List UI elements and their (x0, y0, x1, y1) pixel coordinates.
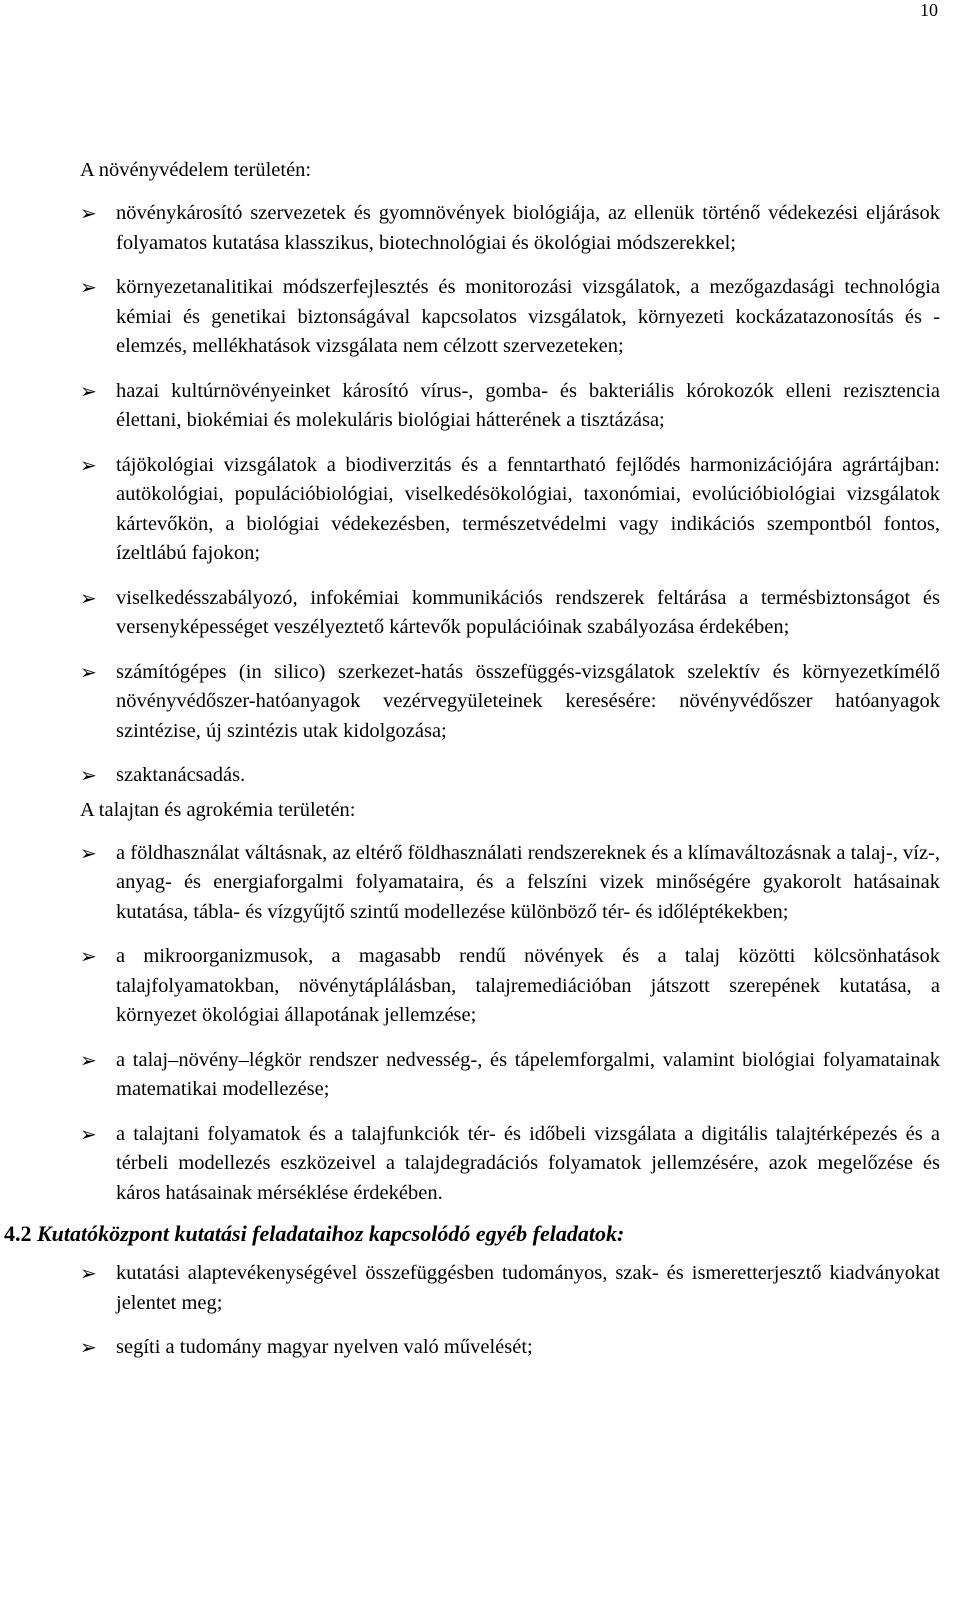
list-item (80, 761, 940, 791)
list-item (80, 1259, 940, 1318)
list-item (80, 1333, 940, 1363)
plant-protection-list (80, 199, 940, 791)
arrow-bullet-icon: ➢ (80, 763, 97, 787)
list-item (80, 377, 940, 436)
section-title-plant-protection: A növényvédelem területén: (80, 159, 312, 181)
list-item-text: kutatási alaptevékenységével összefüggésben tudományos, szak- és ismeretterjesztő kiadványokat jelentet meg; (116, 1262, 940, 1314)
arrow-bullet-icon: ➢ (80, 1335, 97, 1359)
other-tasks-list (80, 1259, 940, 1363)
list-item-text: számítógépes (in silico) szerkezet-hatás összefüggés-vizsgálatok szelektív és környezetkímélő növényvédőszer-hatóanyagok vezérvegyületeinek keresésére: növényvédőszer hatóanyagok szintézise, új szintézis utak kidolgozása; (116, 660, 940, 742)
list-item (80, 584, 940, 643)
list-item-text: a talaj–növény–légkör rendszer nedvesség-, és tápelemforgalmi, valamint biológiai folyamatainak matematikai modellezése; (116, 1048, 940, 1100)
document-body (4, 155, 940, 1378)
section-heading-4-2 (4, 1219, 940, 1249)
arrow-bullet-icon: ➢ (80, 452, 97, 477)
list-item (80, 1120, 940, 1209)
soil-science-list (80, 839, 940, 1209)
list-item-text: hazai kultúrnövényeinket károsító vírus-, gomba- és bakteriális kórokozók elleni rezisztencia élettani, biokémiai és molekuláris biológiai hátterének a tisztázása; (116, 379, 940, 431)
arrow-bullet-icon: ➢ (80, 840, 97, 865)
list-item (80, 199, 940, 258)
list-item-text: a földhasználat váltásnak, az eltérő földhasználati rendszereknek és a klímaváltozásnak a talaj-, víz-, anyag- és energiaforgalmi folyamataira, és a felszíni vizek minőségére gyakorolt hatásainak kutatása, tábla- és vízgyűjtő szintű modellezése különböző tér- és időléptékekben; (116, 841, 940, 923)
arrow-bullet-icon: ➢ (80, 201, 97, 225)
list-item-text: segíti a tudomány magyar nyelven való művelését; (116, 1336, 533, 1358)
arrow-bullet-icon: ➢ (80, 1121, 97, 1146)
list-item (80, 942, 940, 1031)
list-item-text: környezetanalitikai módszerfejlesztés és monitorozási vizsgálatok, a mezőgazdasági technológia kémiai és genetikai biztonságával kapcsolatos vizsgálatok, környezeti kockázatazonosítás és -elemzés, mellékhatások vizsgálata nem célzott szervezeteken; (116, 276, 940, 357)
list-item (80, 273, 940, 362)
list-item-text: a mikroorganizmusok, a magasabb rendű növények és a talaj közötti kölcsönhatások talajfolyamatokban, növénytáplálásban, talajremediációban játszott szerepének kutatása, a környezet ökológiai állapotának jellemzése; (116, 945, 940, 1026)
list-item (80, 839, 940, 928)
list-item-text: tájökológiai vizsgálatok a biodiverzitás és a fenntartható fejlődés harmonizációjára agrártájban: autökológiai, populációbiológiai, viselkedésökológiai, taxonómiai, evolúcióbiológiai vizsgálatok kártevőkön, a biológiai védekezésben, természetvédelmi vagy indikációs szempontból fontos, ízeltlábú fajokon; (116, 453, 940, 564)
arrow-bullet-icon: ➢ (80, 1047, 97, 1072)
arrow-bullet-icon: ➢ (80, 1261, 97, 1285)
page-number: 10 (920, 0, 938, 20)
section-title-soil-science: A talajtan és agrokémia területén: (80, 798, 356, 821)
arrow-bullet-icon: ➢ (80, 659, 97, 684)
list-item-text: növénykárosító szervezetek és gyomnövények biológiája, az ellenük történő védekezési eljárások folyamatos kutatása klasszikus, biotechnológiai és ökológiai módszerekkel; (116, 202, 940, 254)
list-item-text: szaktanácsadás. (116, 764, 246, 786)
list-item (80, 1046, 940, 1105)
list-item-text: a talajtani folyamatok és a talajfunkciók tér- és időbeli vizsgálata a digitális talajtérképezés és a térbeli modellezés eszközeivel a talajdegradációs folyamatok jellemzésére, azok megelőzése és káros hatásainak mérséklése érdekében. (116, 1122, 940, 1204)
section-number: 4.2 (4, 1221, 32, 1246)
list-item (80, 658, 940, 747)
list-item (80, 451, 940, 569)
arrow-bullet-icon: ➢ (80, 275, 97, 299)
list-item-text: viselkedésszabályozó, infokémiai kommunikációs rendszerek feltárása a termésbiztonságot és versenyképességet veszélyeztető kártevők populációinak szabályozása érdekében; (116, 586, 940, 638)
section-heading-text: Kutatóközpont kutatási feladataihoz kapcsolódó egyéb feladatok: (37, 1221, 625, 1246)
arrow-bullet-icon: ➢ (80, 585, 97, 610)
arrow-bullet-icon: ➢ (80, 944, 97, 968)
arrow-bullet-icon: ➢ (80, 378, 97, 403)
